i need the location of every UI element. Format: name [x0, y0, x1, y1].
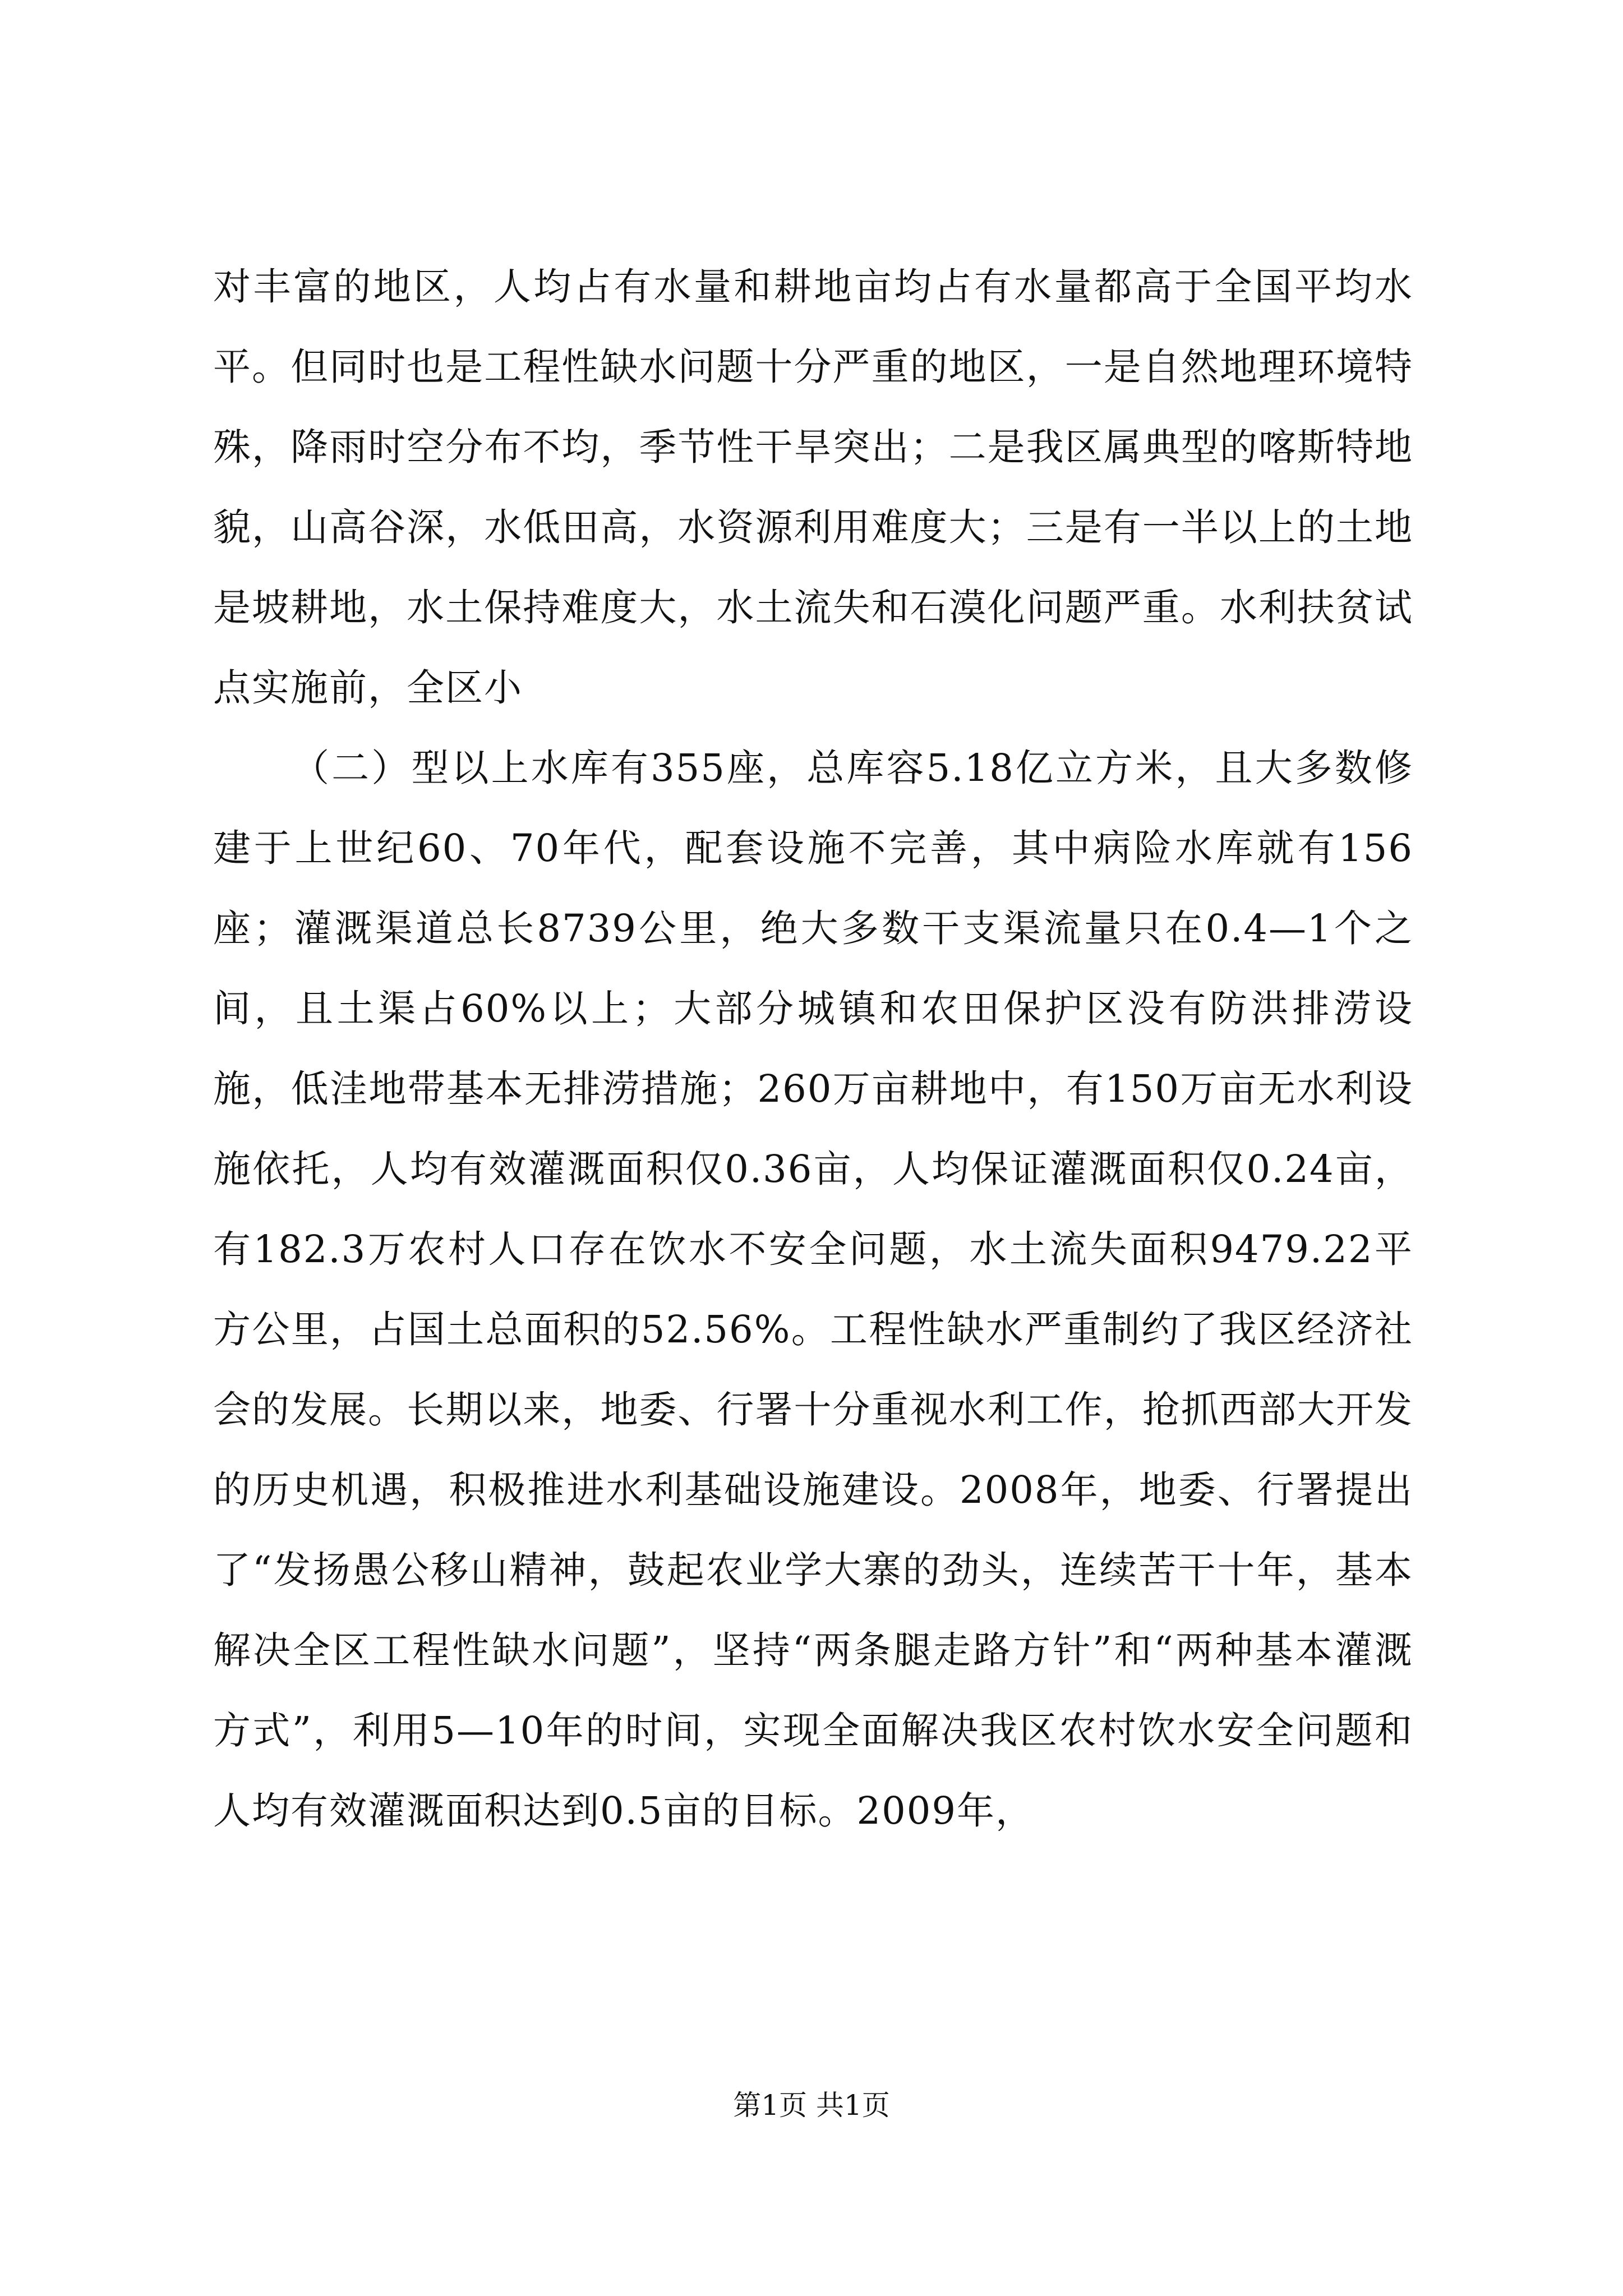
paragraph-1: 对丰富的地区，人均占有水量和耕地亩均占有水量都高于全国平均水平。但同时也是工程性缺水问题十分严重的地区，一是自然地理环境特殊，降雨时空分布不均，季节性干旱突出；二是我区属典型的喀斯特地貌，山高谷深，水低田高，水资源利用难度大；三是有一半以上的土地是坡耕地，水土保持难度大，水土流失和石漠化问题严重。水利扶贫试点实施前，全区小 — [213, 265, 1413, 710]
paragraph-2: （二）型以上水库有355座，总库容5.18亿立方米，且大多数修建于上世纪60、70年代，配套设施不完善，其中病险水库就有156座；灌溉渠道总长8739公里，绝大多数干支渠流量只在0.4—1个之间，且土渠占60%以上；大部分城镇和农田保护区没有防洪排涝设施，低洼地带基本无排涝措施；260万亩耕地中，有150万亩无水利设施依托，人均有效灌溉面积仅0.36亩，人均保证灌溉面积仅0.24亩，有182.3万农村人口存在饮水不安全问题，水土流失面积9479.22平方公里，占国土总面积的52.56%。工程性缺水严重制约了我区经济社会的发展。长期以来，地委、行署十分重视水利工作，抢抓西部大开发的历史机遇，积极推进水利基础设施建设。2008年，地委、行署提出了“发扬愚公移山精神，鼓起农业学大寨的劲头，连续苦干十年，基本解决全区工程性缺水问题”，坚持“两条腿走路方针”和“两种基本灌溉方式”，利用5—10年的时间，实现全面解决我区农村饮水安全问题和人均有效灌溉面积达到0.5亩的目标。2009年， — [213, 746, 1413, 1833]
page-number-label: 第1页 共1页 — [733, 2089, 890, 2122]
page-footer — [0, 2086, 1623, 2125]
document-body — [213, 247, 1413, 1851]
